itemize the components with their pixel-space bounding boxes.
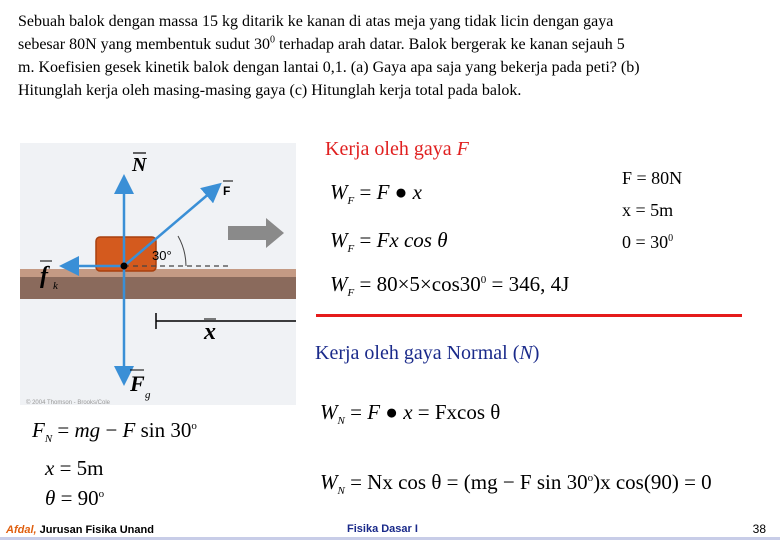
given-distance: x = 5m xyxy=(622,200,674,220)
problem-line-2: sebesar 80N yang membentuk sudut $30^0$ terhadap arah datar. Balok bergerak ke kanan sejauh 5 xyxy=(18,34,625,53)
problem-line-4: Hitunglah kerja oleh masing-masing gaya (c) Hitunglah kerja total pada balok. xyxy=(18,82,522,99)
figure-credit: © 2004 Thomson - Brooks/Cole xyxy=(26,400,111,406)
label-N: N xyxy=(132,154,147,176)
page-number: 38 xyxy=(752,522,766,536)
work-by-F-title: Kerja oleh gaya F xyxy=(325,138,469,160)
label-F: F xyxy=(223,184,231,198)
problem-text xyxy=(18,10,766,102)
displacement-value: x = 5m xyxy=(45,456,104,480)
table-top xyxy=(20,269,296,277)
problem-line-3: m. Koefisien gesek kinetik balok dengan lantai 0,1. (a) Gaya apa saja yang bekerja pada peti? (b) xyxy=(18,59,640,76)
normal-force-equation: $F_N$ = mg − F sin 30$^o$ xyxy=(32,418,197,446)
diagram-svg xyxy=(20,143,296,405)
label-x: x xyxy=(204,319,216,345)
free-body-diagram xyxy=(20,143,296,405)
center-dot xyxy=(121,263,128,270)
work-N-eq-2: $W_N = Nx$ cos θ = (mg − F sin 30$^o$)x cos(90) = 0 xyxy=(320,470,712,498)
label-Fg-sub: g xyxy=(145,389,151,401)
motion-arrow xyxy=(228,218,284,248)
work-by-N-title: Kerja oleh gaya Normal (N) xyxy=(315,342,540,364)
label-fk: f xyxy=(40,263,48,289)
work-F-eq-1: $W_F = F$ ● x xyxy=(330,180,422,208)
work-F-eq-2: $W_F = Fx$ cos θ xyxy=(330,228,448,256)
table-body xyxy=(20,277,296,299)
given-angle: $0 = 30^0$ xyxy=(622,232,674,252)
section-divider xyxy=(316,314,742,317)
footer-author: Afdal, Jurusan Fisika Unand xyxy=(6,524,154,536)
label-fk-sub: k xyxy=(53,280,58,292)
label-angle: 30° xyxy=(152,248,172,263)
angle-value: $\theta = 90^o$ xyxy=(45,486,105,510)
label-Fg: F xyxy=(130,371,145,396)
footer-course: Fisika Dasar I xyxy=(347,523,418,535)
angle-arc xyxy=(178,236,186,266)
problem-line-1: Sebuah balok dengan massa 15 kg ditarik ke kanan di atas meja yang tidak licin dengan gaya xyxy=(18,13,614,30)
work-F-eq-3: $W_F = 80\times 5\times\cos 30^0 = 346$, 4J xyxy=(330,272,570,300)
work-N-eq-1: $W_N = F$ ● x = Fxcos θ xyxy=(320,400,501,428)
given-force: F = 80N xyxy=(622,168,683,188)
